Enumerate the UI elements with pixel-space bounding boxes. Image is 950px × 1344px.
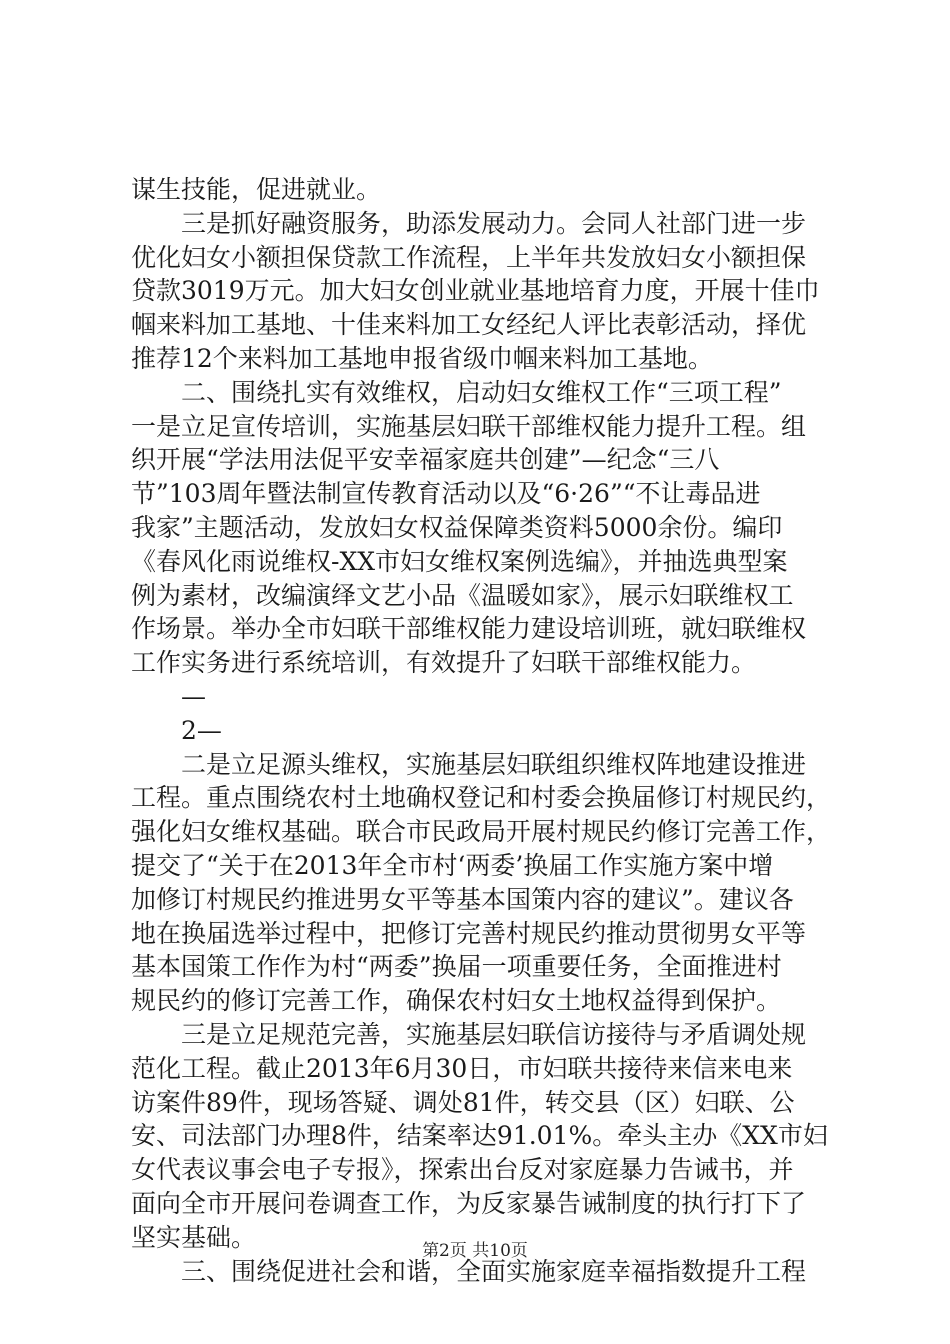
text-line: 安、司法部门办理8件，结案率达91.01%。牵头主办《XX市妇 [131,1121,828,1151]
text-line: 2— [131,715,222,745]
text-line: 规民约的修订完善工作，确保农村妇女土地权益得到保护。 [131,986,782,1016]
text-line: 三是抓好融资服务，助添发展动力。会同人社部门进一步 [131,208,807,238]
text-line: 一是立足宣传培训，实施基层妇联干部维权能力提升工程。组 [131,411,807,441]
text-line: 二、围绕扎实有效维权，启动妇女维权工作“三项工程” [131,377,782,407]
text-line: 地在换届选举过程中，把修订完善村规民约推动贯彻男女平等 [131,918,807,948]
text-line: 优化妇女小额担保贷款工作流程，上半年共发放妇女小额担保 [131,242,807,272]
text-line: 贷款3019万元。加大妇女创业就业基地培育力度，开展十佳巾 [131,276,820,306]
text-line: 基本国策工作作为村“两委”换届一项重要任务，全面推进村 [131,952,782,982]
text-line: 推荐12个来料加工基地申报省级巾帼来料加工基地。 [131,344,713,373]
text-line: 例为素材，改编演绎文艺小品《温暖如家》，展示妇联维权工 [131,580,794,610]
text-line: 工程。重点围绕农村土地确权登记和村委会换届修订村规民约， [131,783,832,813]
text-line: 帼来料加工基地、十佳来料加工女经纪人评比表彰活动，择优 [131,310,807,340]
text-line: 坚实基础。 [131,1222,257,1252]
text-line: 女代表议事会电子专报》，探索出台反对家庭暴力告诫书，并 [131,1155,794,1185]
text-line: 范化工程。截止2013年6月30日，市妇联共接待来信来电来 [131,1053,793,1083]
text-line: 织开展“学法用法促平安幸福家庭共创建”—纪念“三八 [131,445,720,475]
text-line: 三是立足规范完善，实施基层妇联信访接待与矛盾调处规 [131,1020,807,1049]
text-line: 二是立足源头维权，实施基层妇联组织维权阵地建设推进 [131,749,807,779]
text-line: 我家”主题活动，发放妇女权益保障类资料5000余份。编印 [131,513,783,542]
text-line: 三、围绕促进社会和谐，全面实施家庭幸福指数提升工程 [131,1256,807,1286]
text-line: 访案件89件，现场答疑、调处81件，转交县（区）妇联、公 [131,1087,795,1117]
text-line: 作场景。举办全市妇联干部维权能力建设培训班，就妇联维权 [131,614,807,644]
text-line: 节”103周年暨法制宣传教育活动以及“6·26”“不让毒品进 [131,479,761,509]
text-line: 谋生技能，促进就业。 [131,175,382,204]
text-line: 强化妇女维权基础。联合市民政局开展村规民约修订完善工作， [131,817,832,847]
text-line: — [131,682,207,711]
text-line: 面向全市开展问卷调查工作，为反家暴告诫制度的执行打下了 [131,1189,807,1218]
text-line: 提交了“关于在2013年全市村‘两委’换届工作实施方案中增 [131,851,774,880]
text-line: 加修订村规民约推进男女平等基本国策内容的建议”。建议各 [131,884,794,914]
text-line: 《春风化雨说维权-XX市妇女维权案例选编》，并抽选典型案 [131,546,788,576]
text-line: 工作实务进行系统培训，有效提升了妇联干部维权能力。 [131,648,757,678]
page-footer: 第2页 共10页 [422,1241,528,1261]
